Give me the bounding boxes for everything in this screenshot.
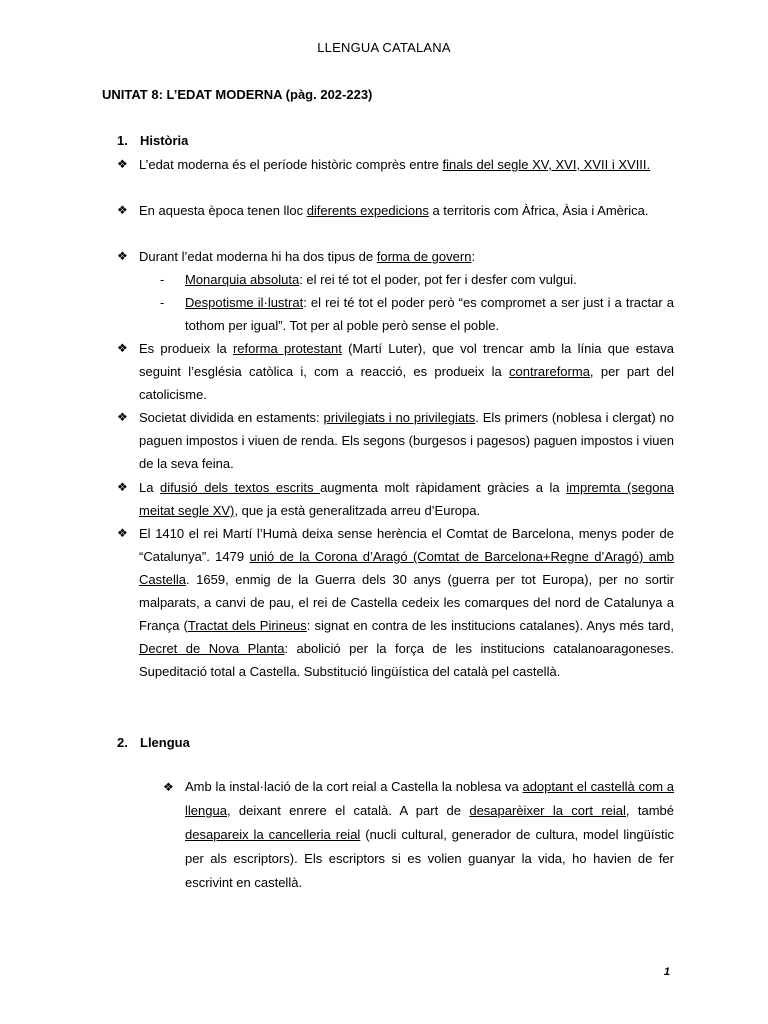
section-number: 2. (117, 735, 128, 750)
bullet-text: En aquesta època tenen lloc diferents expedicions a territoris com Àfrica, Àsia i Amèrica. (139, 203, 649, 218)
sub-item-text: Despotisme il·lustrat: el rei té tot el poder però “es compromet a ser just i a tractar a tothom per igual”. Tot per al poble però sense el poble. (185, 295, 674, 333)
list-item (117, 245, 674, 268)
bullet-text: L’edat moderna és el període històric comprès entre finals del segle XV, XVI, XVII i XVIII. (139, 157, 651, 172)
dash-bullet-icon: - (160, 272, 165, 287)
unit-title: UNITAT 8: L’EDAT MODERNA (pàg. 202-223) (102, 87, 373, 102)
section-number: 1. (117, 133, 128, 148)
diamond-bullet-icon: ❖ (163, 780, 174, 794)
list-item (117, 522, 674, 683)
sub-list-item (160, 291, 674, 337)
diamond-bullet-icon: ❖ (117, 157, 128, 171)
section-title: Història (140, 133, 189, 148)
diamond-bullet-icon: ❖ (117, 526, 128, 540)
list-item (163, 775, 674, 895)
diamond-bullet-icon: ❖ (117, 203, 128, 217)
document-header: LLENGUA CATALANA (317, 40, 451, 55)
diamond-bullet-icon: ❖ (117, 480, 128, 494)
diamond-bullet-icon: ❖ (117, 341, 128, 355)
section-title: Llengua (140, 735, 190, 750)
list-item (117, 153, 674, 176)
diamond-bullet-icon: ❖ (117, 249, 128, 263)
bullet-text: El 1410 el rei Martí l’Humà deixa sense herència el Comtat de Barcelona, menys poder de “Catalunya”. 1479 unió de la Corona d’Aragó (Comtat de Barcelona+Regne d’Aragó) amb Castella. 1659, enmig de la Guerra dels 30 anys (guerra per tot Europa), per no sortir malparats, a canvi de pau, el rei de Castella cedeix les comarques del nord de Catalunya a França (Tractat dels Pirineus: signat en contra de les institucions catalanes). Anys més tard, Decret de Nova Planta: abolició per la força de les institucions catalanoaragoneses. Supeditació total a Castella. Substitució lingüística del català pel castellà. (139, 526, 674, 679)
sub-item-text: Monarquia absoluta: el rei té tot el poder, pot fer i desfer com vulgui. (185, 272, 577, 287)
page-number: 1 (663, 966, 670, 978)
list-item (117, 337, 674, 406)
list-item (117, 406, 674, 475)
sub-list-item (160, 268, 674, 291)
dash-bullet-icon: - (160, 295, 165, 310)
list-item (117, 476, 674, 522)
list-item (117, 199, 674, 222)
section-heading-historia (117, 133, 188, 148)
bullet-text: La difusió dels textos escrits augmenta molt ràpidament gràcies a la impremta (segona meitat segle XV), que ja està generalitzada arreu d’Europa. (139, 480, 674, 518)
section-heading-llengua (117, 735, 190, 750)
bullet-text: Es produeix la reforma protestant (Martí Luter), que vol trencar amb la línia que estava seguint l’església catòlica i, com a reacció, es produeix la contrareforma, per part del catolicisme. (139, 341, 674, 402)
bullet-text: Societat dividida en estaments: privilegiats i no privilegiats. Els primers (noblesa i clergat) no paguen impostos i viuen de renda. Els segons (burgesos i pagesos) paguen impostos i viuen de la seva feina. (139, 410, 674, 471)
diamond-bullet-icon: ❖ (117, 410, 128, 424)
bullet-text: Amb la instal·lació de la cort reial a Castella la noblesa va adoptant el castellà com a llengua, deixant enrere el català. A part de desaparèixer la cort reial, també desapareix la cancelleria reial (nucli cultural, generador de cultura, model lingüístic per als escriptors). Els escriptors si es volien guanyar la vida, ho havien de fer escrivint en castellà. (185, 779, 675, 890)
bullet-text: Durant l’edat moderna hi ha dos tipus de forma de govern: (139, 249, 476, 264)
